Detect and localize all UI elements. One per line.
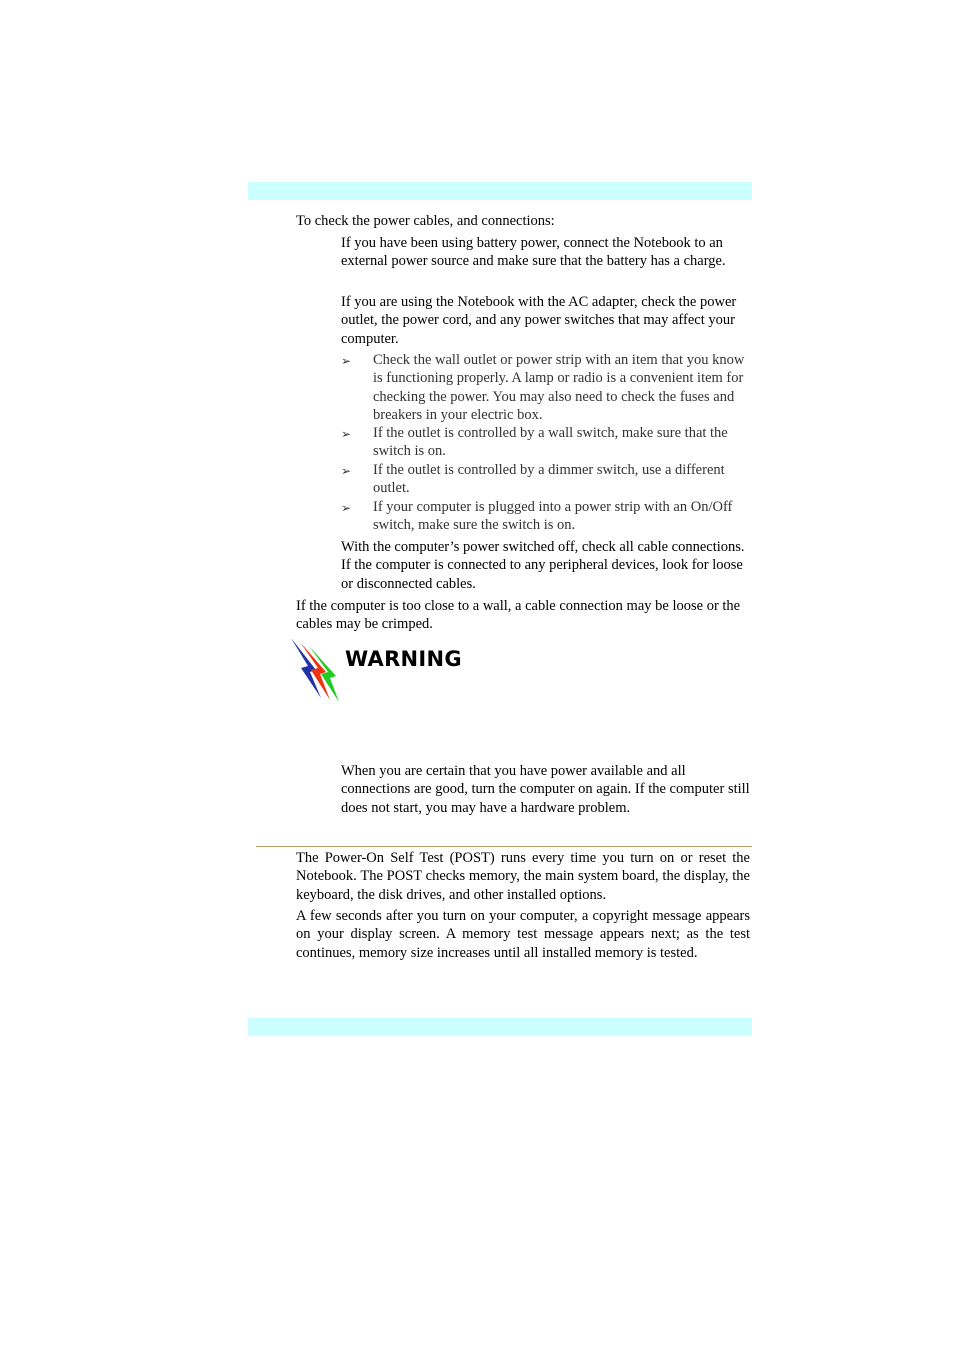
- post-paragraph: The Power-On Self Test (POST) runs every time you turn on or reset the Notebook. The POST checks memory, the main system board, the display, the keyboard, the disk drives, and other installed options.: [296, 850, 750, 903]
- bullet-item: If the outlet is controlled by a wall switch, make sure that the switch is on.: [373, 425, 728, 460]
- battery-paragraph: If you have been using battery power, connect the Notebook to an external power source and make sure that the battery has a charge.: [341, 235, 726, 270]
- power-available-paragraph: When you are certain that you have power available and all connections are good, turn the computer on again. If the computer still does not start, you may have a hardware problem.: [341, 763, 750, 816]
- wall-paragraph: If the computer is too close to a wall, a cable connection may be loose or the cables may be crimped.: [296, 598, 741, 633]
- section-divider: [256, 846, 752, 847]
- bullet-arrow-icon: ➢: [341, 354, 352, 368]
- cable-paragraph: With the computer’s power switched off, check all cable connections. If the computer is connected to any peripheral devices, look for loose or disconnected cables.: [341, 539, 745, 592]
- footer-band: [248, 1018, 752, 1036]
- post-paragraph: A few seconds after you turn on your computer, a copyright message appears on your display screen. A memory test message appears next; as the test continues, memory size increases until all installed memory is tested.: [296, 908, 750, 961]
- header-band: [248, 182, 752, 200]
- bullet-item: If the outlet is controlled by a dimmer switch, use a different outlet.: [373, 462, 725, 497]
- bullet-arrow-icon: ➢: [341, 427, 352, 441]
- lightning-bolts-icon: [288, 636, 340, 702]
- bullet-item: If your computer is plugged into a power strip with an On/Off switch, make sure the switch is on.: [373, 499, 733, 534]
- bullet-arrow-icon: ➢: [341, 464, 352, 478]
- bullet-arrow-icon: ➢: [341, 501, 352, 515]
- warning-title: WARNING: [345, 647, 462, 671]
- bullet-item: Check the wall outlet or power strip with an item that you know is functioning properly. A lamp or radio is a convenient item for checking the power. You may also need to check the fuses and breakers in your electric box.: [373, 352, 745, 424]
- ac-adapter-paragraph: If you are using the Notebook with the AC adapter, check the power outlet, the power cord, and any power switches that may affect your computer.: [341, 294, 737, 347]
- intro-text: To check the power cables, and connections:: [296, 213, 555, 229]
